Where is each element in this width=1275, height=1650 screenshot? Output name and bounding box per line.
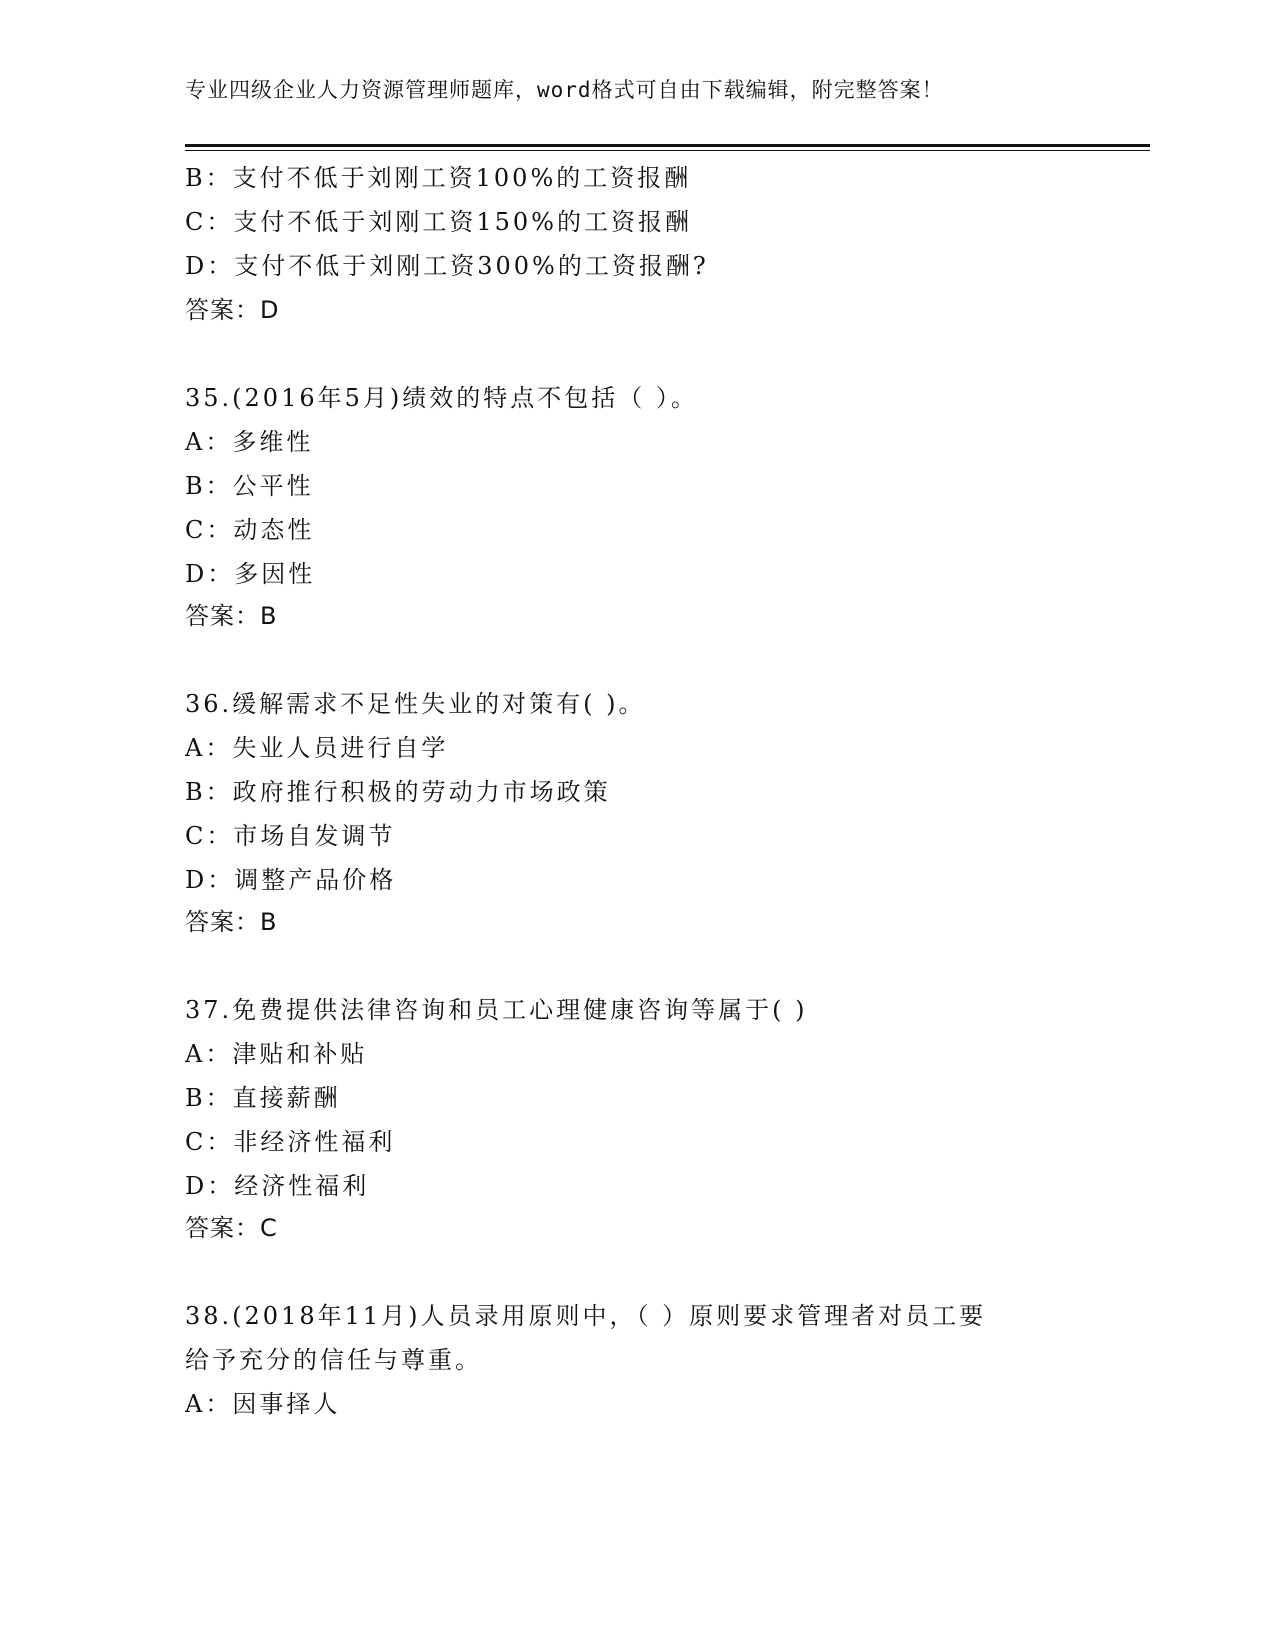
q36-option-b: B：政府推行积极的劳动力市场政策 (185, 778, 611, 806)
q38-option-a: A：因事择人 (185, 1390, 341, 1418)
q37-option-d: D：经济性福利 (185, 1172, 370, 1200)
q34-answer: 答案：D (185, 296, 280, 324)
q36-option-c: C：市场自发调节 (185, 822, 396, 850)
q38-stem-line2: 给予充分的信任与尊重。 (185, 1346, 482, 1374)
q34-option-b: B：支付不低于刘刚工资100%的工资报酬 (185, 164, 692, 192)
q37-stem: 37.免费提供法律咨询和员工心理健康咨询等属于( ) (185, 996, 808, 1024)
q36-option-d: D：调整产品价格 (185, 866, 397, 894)
q35-answer: 答案：B (185, 602, 278, 630)
q37-option-a: A：津贴和补贴 (185, 1040, 368, 1068)
q38-stem-line1: 38.(2018年11月)人员录用原则中，（ ）原则要求管理者对员工要 (185, 1302, 987, 1330)
page-header: 专业四级企业人力资源管理师题库，word格式可自由下载编辑，附完整答案！ (185, 78, 944, 102)
header-rule-thick (185, 144, 1150, 147)
q34-option-d: D：支付不低于刘刚工资300%的工资报酬? (185, 252, 709, 280)
q37-answer: 答案：C (185, 1214, 278, 1242)
q35-option-d: D：多因性 (185, 560, 316, 588)
q37-option-b: B：直接薪酬 (185, 1084, 341, 1112)
q35-stem: 35.(2016年5月)绩效的特点不包括（ ）。 (185, 384, 698, 412)
q34-option-c: C：支付不低于刘刚工资150%的工资报酬 (185, 208, 692, 236)
q36-stem: 36.缓解需求不足性失业的对策有( )。 (185, 690, 646, 718)
q35-option-c: C：动态性 (185, 516, 315, 544)
q36-answer: 答案：B (185, 908, 278, 936)
q35-option-b: B：公平性 (185, 472, 314, 500)
q36-option-a: A：失业人员进行自学 (185, 734, 449, 762)
header-rule-thin (185, 150, 1150, 151)
q37-option-c: C：非经济性福利 (185, 1128, 396, 1156)
q35-option-a: A：多维性 (185, 428, 314, 456)
